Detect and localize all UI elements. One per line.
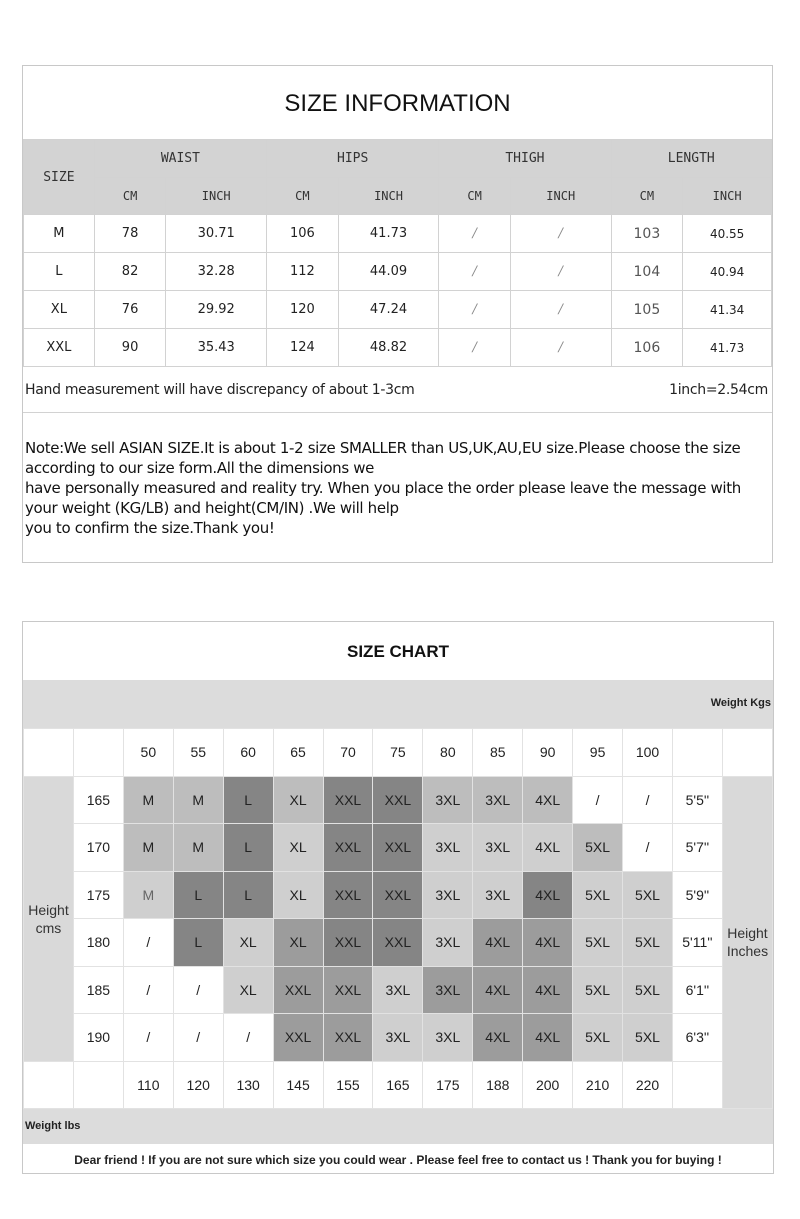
measurement-cell: 32.28 xyxy=(166,253,267,291)
height-cm-value: 180 xyxy=(73,919,123,967)
size-cell: 5XL xyxy=(573,919,623,967)
hips-header: HIPS xyxy=(267,140,439,178)
size-information-title: SIZE INFORMATION xyxy=(284,90,511,117)
measurement-discrepancy-note: Hand measurement will have discrepancy of about 1-3cm xyxy=(25,382,415,398)
weight-kg-value: 50 xyxy=(123,729,173,777)
height-inch-value: 5'5'' xyxy=(672,776,722,824)
height-row xyxy=(24,871,773,919)
weight-kg-value: 85 xyxy=(473,729,523,777)
weight-lbs-value: 145 xyxy=(273,1061,323,1109)
weight-lbs-value: 210 xyxy=(573,1061,623,1109)
size-cell: L xyxy=(173,919,223,967)
size-cell: 4XL xyxy=(523,966,573,1014)
measurement-cell: / xyxy=(510,329,611,367)
measurement-cell: 41.73 xyxy=(683,329,772,367)
size-chart-section xyxy=(22,621,774,1174)
size-cell: L xyxy=(173,871,223,919)
weight-lbs-row xyxy=(24,1061,773,1109)
size-information-table xyxy=(23,139,772,367)
size-cell: XXL xyxy=(323,776,373,824)
size-cell: XXL xyxy=(323,871,373,919)
weight-kg-label: Weight Kgs xyxy=(710,697,771,709)
unit-header: CM xyxy=(439,178,511,215)
waist-header: WAIST xyxy=(94,140,266,178)
size-cell: 4XL xyxy=(523,1014,573,1062)
size-cell: 5XL xyxy=(623,1014,673,1062)
measurement-cell: 47.24 xyxy=(338,291,439,329)
measurement-cell: 29.92 xyxy=(166,291,267,329)
weight-kg-value: 95 xyxy=(573,729,623,777)
size-cell: 3XL xyxy=(423,776,473,824)
measurement-cell: 82 xyxy=(94,253,166,291)
note-line: have personally measured and reality try. When you place the order please leave the message with your weight (KG/LB) and height(CM/IN) .We will help xyxy=(25,479,741,517)
size-label-cell: M xyxy=(24,215,95,253)
unit-header: CM xyxy=(94,178,166,215)
size-cell: L xyxy=(223,871,273,919)
size-cell: XXL xyxy=(273,966,323,1014)
size-cell: 5XL xyxy=(623,871,673,919)
weight-kg-value: 70 xyxy=(323,729,373,777)
height-cm-value: 185 xyxy=(73,966,123,1014)
inch-conversion-note: 1inch=2.54cm xyxy=(669,382,768,398)
height-inch-value: 5'11'' xyxy=(672,919,722,967)
weight-kg-value: 100 xyxy=(623,729,673,777)
size-cell: / xyxy=(123,919,173,967)
size-cell: 3XL xyxy=(423,919,473,967)
weight-kg-value: 65 xyxy=(273,729,323,777)
blank-cell xyxy=(672,1061,722,1109)
measurement-cell: 104 xyxy=(611,253,683,291)
blank-cell xyxy=(24,1061,74,1109)
weight-lbs-value: 130 xyxy=(223,1061,273,1109)
measurement-cell: 106 xyxy=(611,329,683,367)
height-cm-value: 190 xyxy=(73,1014,123,1062)
size-cell: XXL xyxy=(373,776,423,824)
measurement-cell: 41.34 xyxy=(683,291,772,329)
size-label-cell: L xyxy=(24,253,95,291)
height-row xyxy=(24,966,773,1014)
height-inch-value: 6'3'' xyxy=(672,1014,722,1062)
measurement-cell: / xyxy=(439,329,511,367)
size-cell: M xyxy=(123,871,173,919)
measurement-cell: 40.55 xyxy=(683,215,772,253)
size-cell: M xyxy=(123,776,173,824)
size-cell: XL xyxy=(273,919,323,967)
measurement-cell: 40.94 xyxy=(683,253,772,291)
size-cell: XXL xyxy=(373,919,423,967)
size-cell: XL xyxy=(223,919,273,967)
measurement-cell: 76 xyxy=(94,291,166,329)
measurement-cell: 35.43 xyxy=(166,329,267,367)
size-cell: 3XL xyxy=(423,871,473,919)
measurement-cell: 78 xyxy=(94,215,166,253)
size-cell: XXL xyxy=(273,1014,323,1062)
size-cell: / xyxy=(573,776,623,824)
size-cell: L xyxy=(223,776,273,824)
measurement-cell: 30.71 xyxy=(166,215,267,253)
size-cell: XL xyxy=(223,966,273,1014)
size-cell: 3XL xyxy=(473,824,523,872)
height-cm-value: 165 xyxy=(73,776,123,824)
unit-header: CM xyxy=(267,178,339,215)
size-cell: / xyxy=(123,966,173,1014)
size-cell: 3XL xyxy=(473,776,523,824)
thigh-header: THIGH xyxy=(439,140,611,178)
size-cell: 5XL xyxy=(573,871,623,919)
height-cm-value: 170 xyxy=(73,824,123,872)
weight-lbs-value: 155 xyxy=(323,1061,373,1109)
weight-lbs-value: 165 xyxy=(373,1061,423,1109)
weight-lbs-value: 200 xyxy=(523,1061,573,1109)
unit-header: INCH xyxy=(683,178,772,215)
size-cell: 4XL xyxy=(523,776,573,824)
size-cell: 4XL xyxy=(523,919,573,967)
height-inch-value: 5'7'' xyxy=(672,824,722,872)
size-cell: 5XL xyxy=(623,966,673,1014)
measurement-cell: 106 xyxy=(267,215,339,253)
size-cell: 4XL xyxy=(473,919,523,967)
size-cell: 5XL xyxy=(573,824,623,872)
size-cell: 3XL xyxy=(423,966,473,1014)
size-row xyxy=(24,215,772,253)
weight-lbs-value: 175 xyxy=(423,1061,473,1109)
weight-kg-value: 60 xyxy=(223,729,273,777)
measurement-cell: 41.73 xyxy=(338,215,439,253)
size-cell: M xyxy=(173,824,223,872)
blank-cell xyxy=(24,729,74,777)
size-cell: XXL xyxy=(323,919,373,967)
size-row xyxy=(24,291,772,329)
measurement-cell: 112 xyxy=(267,253,339,291)
size-cell: XXL xyxy=(373,824,423,872)
note-line: Note:We sell ASIAN SIZE.It is about 1-2 size SMALLER than US,UK,AU,EU size.Please choose the size according to our size form.All the dimensions we xyxy=(25,439,741,477)
size-cell: XXL xyxy=(323,1014,373,1062)
size-cell: 3XL xyxy=(473,871,523,919)
measurement-cell: 44.09 xyxy=(338,253,439,291)
size-cell: 3XL xyxy=(373,1014,423,1062)
blank-cell xyxy=(722,729,772,777)
measurement-cell: 124 xyxy=(267,329,339,367)
weight-lbs-label: Weight lbs xyxy=(25,1120,81,1132)
size-cell: XXL xyxy=(323,824,373,872)
measurement-cell: / xyxy=(510,215,611,253)
size-cell: XL xyxy=(273,871,323,919)
size-cell: 3XL xyxy=(423,1014,473,1062)
unit-header: INCH xyxy=(166,178,267,215)
measurement-cell: 120 xyxy=(267,291,339,329)
measurement-cell: 103 xyxy=(611,215,683,253)
size-chart-title: SIZE CHART xyxy=(347,642,449,661)
size-cell: XL xyxy=(273,824,323,872)
size-cell: XXL xyxy=(373,871,423,919)
size-chart-grid xyxy=(23,728,773,1109)
measurement-cell: 90 xyxy=(94,329,166,367)
size-cell: XXL xyxy=(323,966,373,1014)
unit-header: INCH xyxy=(510,178,611,215)
contact-footer-note: Dear friend ! If you are not sure which size you could wear . Please feel free to contact us ! Thank you for buying ! xyxy=(74,1153,722,1167)
measurement-cell: 48.82 xyxy=(338,329,439,367)
size-cell: 5XL xyxy=(623,919,673,967)
size-cell: / xyxy=(173,966,223,1014)
note-line: you to confirm the size.Thank you! xyxy=(25,519,275,537)
blank-cell xyxy=(672,729,722,777)
height-cm-label: Height cms xyxy=(24,776,74,1061)
size-cell: L xyxy=(223,824,273,872)
height-inch-value: 6'1'' xyxy=(672,966,722,1014)
measurement-note-row xyxy=(23,368,772,413)
height-inch-value: 5'9'' xyxy=(672,871,722,919)
measurement-cell: / xyxy=(439,291,511,329)
blank-cell xyxy=(73,729,123,777)
height-row xyxy=(24,776,773,824)
measurement-cell: 105 xyxy=(611,291,683,329)
size-cell: 5XL xyxy=(573,966,623,1014)
size-cell: / xyxy=(173,1014,223,1062)
size-cell: 4XL xyxy=(473,966,523,1014)
unit-header: INCH xyxy=(338,178,439,215)
weight-lbs-value: 188 xyxy=(473,1061,523,1109)
weight-lbs-value: 220 xyxy=(623,1061,673,1109)
length-header: LENGTH xyxy=(611,140,771,178)
size-cell: 4XL xyxy=(523,824,573,872)
weight-kg-value: 75 xyxy=(373,729,423,777)
size-label-cell: XL xyxy=(24,291,95,329)
measurement-cell: / xyxy=(439,215,511,253)
size-cell: / xyxy=(623,776,673,824)
weight-kg-value: 80 xyxy=(423,729,473,777)
size-cell: 3XL xyxy=(373,966,423,1014)
size-cell: / xyxy=(223,1014,273,1062)
asian-size-note xyxy=(25,438,765,538)
height-row xyxy=(24,1014,773,1062)
weight-kg-value: 90 xyxy=(523,729,573,777)
height-row xyxy=(24,919,773,967)
height-inch-label: Height Inches xyxy=(722,776,772,1109)
size-label-cell: XXL xyxy=(24,329,95,367)
weight-kg-value: 55 xyxy=(173,729,223,777)
weight-lbs-value: 110 xyxy=(123,1061,173,1109)
blank-cell xyxy=(73,1061,123,1109)
unit-header: CM xyxy=(611,178,683,215)
size-information-section xyxy=(22,65,773,563)
size-cell: / xyxy=(123,1014,173,1062)
size-row xyxy=(24,329,772,367)
size-column-header: SIZE xyxy=(24,140,95,215)
height-cm-value: 175 xyxy=(73,871,123,919)
size-cell: 4XL xyxy=(473,1014,523,1062)
weight-kg-band xyxy=(23,680,773,728)
measurement-cell: / xyxy=(439,253,511,291)
measurement-cell: / xyxy=(510,291,611,329)
height-row xyxy=(24,824,773,872)
size-cell: M xyxy=(123,824,173,872)
size-row xyxy=(24,253,772,291)
size-cell: / xyxy=(623,824,673,872)
size-cell: 4XL xyxy=(523,871,573,919)
weight-kg-row xyxy=(24,729,773,777)
size-cell: 3XL xyxy=(423,824,473,872)
size-cell: 5XL xyxy=(573,1014,623,1062)
measurement-cell: / xyxy=(510,253,611,291)
size-cell: XL xyxy=(273,776,323,824)
size-cell: M xyxy=(173,776,223,824)
weight-lbs-value: 120 xyxy=(173,1061,223,1109)
weight-lbs-band xyxy=(23,1109,773,1144)
